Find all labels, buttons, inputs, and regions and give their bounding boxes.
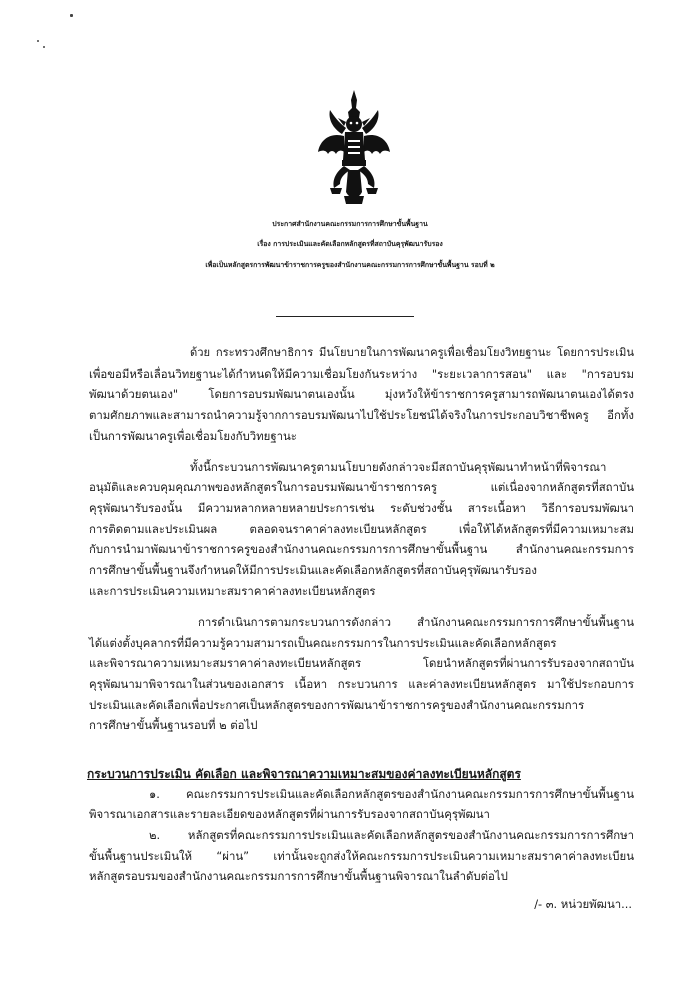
section-heading: กระบวนการประเมิน คัดเลือก และพิจารณาความเหมาะสมของค่าลงทะเบียนหลักสูตร [87, 767, 521, 781]
para2-line: คุรุพัฒนารับรองนั้น มีความหลากหลายหลายประการเช่น ระดับช่วงชั้น สาระเนื้อหา วิธีการอบรมพัฒนา [89, 501, 634, 515]
scan-speck [43, 46, 45, 48]
para1-line: ตามศักยภาพและสามารถนำความรู้จากการอบรมพัฒนาไปใช้ประโยชน์ได้จริงในการประกอบวิชาชีพครู อีกทั้ง [89, 408, 634, 422]
para2-line: การศึกษาขั้นพื้นฐานจึงกำหนดให้มีการประเมินและคัดเลือกหลักสูตรที่สถาบันคุรุพัฒนารับรอง [89, 563, 537, 577]
para2-line: กับการนำมาพัฒนาข้าราชการครูของสำนักงานคณะกรรมการการศึกษาขั้นพื้นฐาน สำนักงานคณะกรรมการ [89, 542, 634, 556]
para2-line: การติดตามและประเมินผล ตลอดจนราคาค่าลงทะเบียนหลักสูตร เพื่อให้ได้หลักสูตรที่มีความเหมาะสม [89, 522, 634, 536]
item2-line: หลักสูตรอบรมของสำนักงานคณะกรรมการการศึกษาขั้นพื้นฐานพิจารณาในลำดับต่อไป [89, 869, 508, 883]
item2-line: ขั้นพื้นฐานประเมินให้ “ผ่าน” เท่านั้นจะถูกส่งให้คณะกรรมการประเมินความเหมาะสมราคาค่าลงทะเบียน [89, 849, 634, 863]
item2-line: ๒. หลักสูตรที่คณะกรรมการประเมินและคัดเลือกหลักสูตรของสำนักงานคณะกรรมการการศึกษา [149, 828, 634, 842]
para1-line: เพื่อขอมีหรือเลื่อนวิทยฐานะได้กำหนดให้มีความเชื่อมโยงกันระหว่าง "ระยะเวลาการสอน" และ "การอบรม [89, 367, 634, 381]
para2-line: และการประเมินความเหมาะสมราคาค่าลงทะเบียนหลักสูตร [89, 584, 376, 598]
scan-speck [70, 14, 73, 17]
header-title-line-3: เพื่อเป็นหลักสูตรการพัฒนาข้าราชการครูของสำนักงานคณะกรรมการการศึกษาขั้นพื้นฐาน รอบที่ ๒ [205, 261, 495, 269]
para3-line: ประเมินและคัดเลือกเพื่อประกาศเป็นหลักสูตรของการพัฒนาข้าราชการครูของสำนักงานคณะกรรมการ [89, 698, 585, 712]
para1-line: เป็นการพัฒนาครูเพื่อเชื่อมโยงกับวิทยฐานะ [89, 429, 297, 443]
para1-line: พัฒนาด้วยตนเอง" โดยการอบรมพัฒนาตนเองนั้น มุ่งหวังให้ข้าราชการครูสามารถพัฒนาตนเองได้ตรง [89, 387, 634, 401]
title-divider [276, 316, 414, 317]
para3-line: การดำเนินการตามกระบวนการดังกล่าว สำนักงานคณะกรรมการการศึกษาขั้นพื้นฐาน [198, 615, 634, 629]
item1-line: พิจารณาเอกสารและรายละเอียดของหลักสูตรที่ผ่านการรับรองจากสถาบันคุรุพัฒนา [89, 807, 490, 821]
para3-line: การศึกษาขั้นพื้นฐานรอบที่ ๒ ต่อไป [89, 718, 258, 732]
para1-line: ด้วย กระทรวงศึกษาธิการ มีนโยบายในการพัฒนาครูเพื่อเชื่อมโยงวิทยฐานะ โดยการประเมิน [190, 346, 634, 359]
item1-line: ๑. คณะกรรมการประเมินและคัดเลือกหลักสูตรของสำนักงานคณะกรรมการการศึกษาขั้นพื้นฐาน [149, 787, 634, 801]
scan-speck [37, 40, 39, 42]
garuda-emblem-icon [318, 88, 390, 206]
header-title-line-2: เรื่อง การประเมินและคัดเลือกหลักสูตรที่สถาบันคุรุพัฒนารับรอง [257, 240, 443, 248]
para3-line: คุรุพัฒนามาพิจารณาในส่วนของเอกสาร เนื้อหา กระบวนการ และค่าลงทะเบียนหลักสูตร มาใช้ประกอบการ [89, 677, 634, 691]
para3-line: ได้แต่งตั้งบุคลากรที่มีความรู้ความสามารถเป็นคณะกรรมการในการประเมินและคัดเลือกหลักสูตร [89, 636, 557, 650]
para2-line: อนุมัติและควบคุมคุณภาพของหลักสูตรในการอบรมพัฒนาข้าราชการครู แต่เนื่องจากหลักสูตรที่สถาบัน [89, 480, 634, 494]
header-title-line-1: ประกาศสำนักงานคณะกรรมการการศึกษาขั้นพื้นฐาน [272, 220, 428, 228]
page-continuation: /- ๓. หน่วยพัฒนา... [534, 897, 632, 911]
para3-line: และพิจารณาความเหมาะสมราคาค่าลงทะเบียนหลักสูตร โดยนำหลักสูตรที่ผ่านการรับรองจากสถาบัน [89, 656, 634, 670]
para2-line: ทั้งนี้กระบวนการพัฒนาครูตามนโยบายดังกล่าวจะมีสถาบันคุรุพัฒนาทำหน้าที่พิจารณา [190, 460, 607, 474]
